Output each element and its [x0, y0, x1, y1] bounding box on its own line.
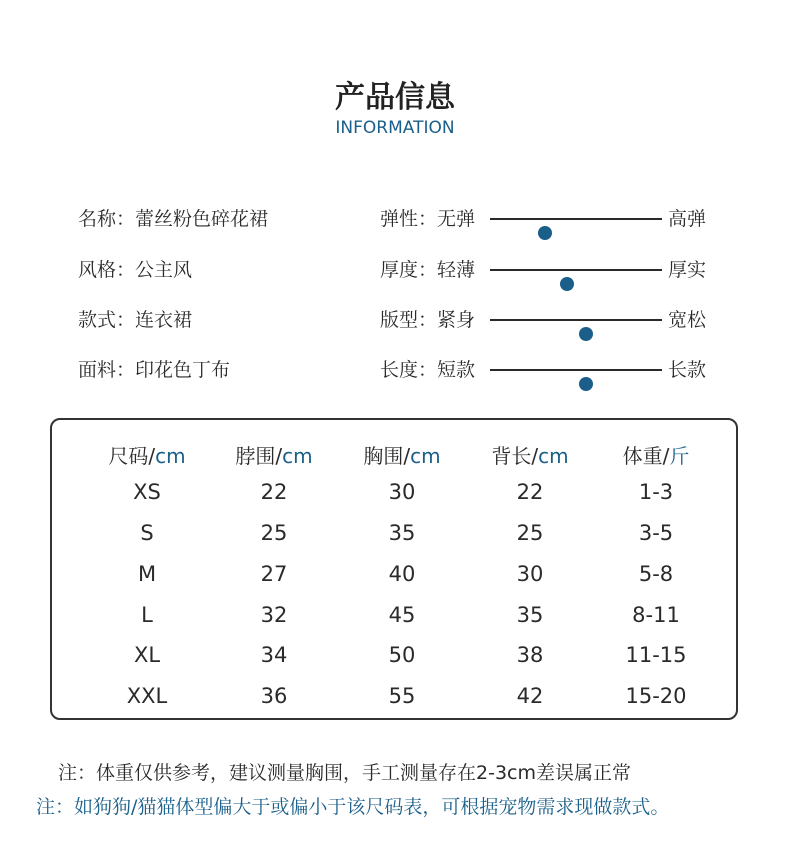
table-cell: 30	[388, 480, 416, 504]
table-cell: 11-15	[625, 643, 687, 667]
attr-name	[78, 204, 268, 231]
attr-label: 名称：	[78, 208, 136, 230]
table-cell: 34	[260, 643, 288, 667]
table-header: 脖围/cm	[235, 444, 313, 468]
table-cell: S	[140, 521, 154, 545]
scale-high-label: 高弹	[668, 208, 707, 230]
table-cell: 40	[388, 562, 416, 586]
table-cell: 25	[516, 521, 544, 545]
page-subtitle: INFORMATION	[335, 118, 455, 138]
page-title: 产品信息	[335, 80, 455, 115]
table-cell: 32	[260, 603, 288, 627]
scale-thickness	[380, 255, 720, 285]
scale-track	[490, 369, 662, 371]
table-cell: XS	[133, 480, 161, 504]
table-cell: XXL	[126, 684, 168, 708]
table-cell: 55	[388, 684, 416, 708]
scale-marker	[538, 226, 552, 240]
attr-value: 公主风	[135, 259, 193, 281]
attr-label: 风格：	[78, 259, 136, 281]
table-cell: 50	[388, 643, 416, 667]
table-cell: 35	[388, 521, 416, 545]
attr-value: 蕾丝粉色碎花裙	[135, 208, 269, 230]
scale-track	[490, 319, 662, 321]
table-cell: 5-8	[638, 562, 674, 586]
scale-length	[380, 355, 720, 385]
attr-value: 印花色丁布	[135, 359, 231, 381]
attr-fabric	[78, 355, 230, 382]
table-cell: 38	[516, 643, 544, 667]
table-cell: 35	[516, 603, 544, 627]
attr-label: 面料：	[78, 359, 136, 381]
table-cell: L	[141, 603, 153, 627]
scale-high-label: 长款	[668, 359, 707, 381]
scale-track	[490, 269, 662, 271]
attr-label: 款式：	[78, 309, 136, 331]
table-cell: 42	[516, 684, 544, 708]
scale-marker	[579, 377, 593, 391]
scale-high-label: 厚实	[668, 259, 707, 281]
scale-label: 长度：短款	[380, 359, 476, 381]
note-custom: 注：如狗狗/猫猫体型偏大于或偏小于该尺码表，可根据宠物需求现做款式。	[36, 796, 670, 818]
scale-fit	[380, 305, 720, 335]
table-cell: XL	[133, 643, 161, 667]
table-cell: 15-20	[625, 684, 687, 708]
scale-track	[490, 218, 662, 220]
table-cell: 22	[516, 480, 544, 504]
attr-type	[78, 305, 192, 332]
table-cell: 30	[516, 562, 544, 586]
attr-style	[78, 255, 192, 282]
note-weight: 注：体重仅供参考，建议测量胸围，手工测量存在2-3cm差误属正常	[58, 762, 631, 784]
table-header: 尺码/cm	[108, 444, 186, 468]
table-header: 胸围/cm	[363, 444, 441, 468]
table-cell: 1-3	[638, 480, 674, 504]
scale-label: 版型：紧身	[380, 309, 476, 331]
attr-value: 连衣裙	[135, 309, 193, 331]
table-header: 背长/cm	[491, 444, 569, 468]
size-table	[50, 418, 738, 720]
table-cell: 3-5	[638, 521, 674, 545]
table-cell: 8-11	[632, 603, 680, 627]
table-cell: 36	[260, 684, 288, 708]
scale-marker	[560, 277, 574, 291]
table-cell: 22	[260, 480, 288, 504]
scale-high-label: 宽松	[668, 309, 707, 331]
table-cell: 27	[260, 562, 288, 586]
scale-elasticity	[380, 204, 720, 234]
scale-label: 弹性：无弹	[380, 208, 476, 230]
scale-label: 厚度：轻薄	[380, 259, 476, 281]
table-header: 体重/斤	[622, 444, 690, 468]
table-cell: 45	[388, 603, 416, 627]
table-cell: 25	[260, 521, 288, 545]
scale-marker	[579, 327, 593, 341]
table-cell: M	[137, 562, 157, 586]
